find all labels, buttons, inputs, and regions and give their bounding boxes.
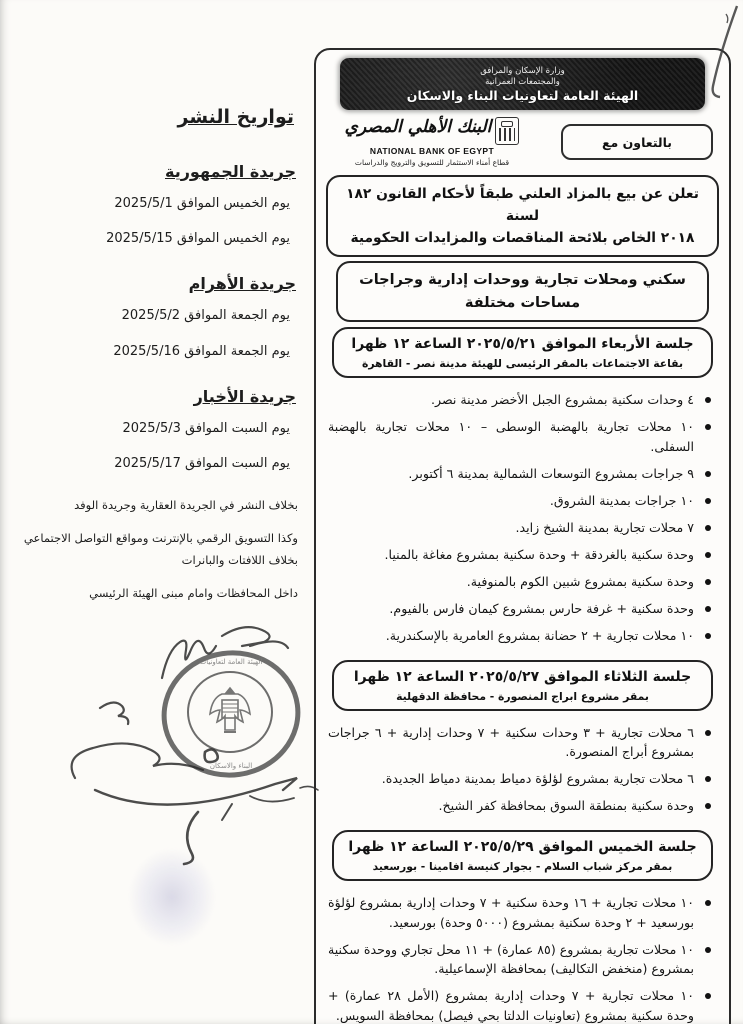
list-item: وحدة سكنية بمشروع شبين الكوم بالمنوفية.	[328, 572, 711, 592]
session-1-items	[326, 383, 719, 655]
list-item: ١٠ محلات تجارية + ١٦ وحدة سكنية + ٧ وحدات إدارية بمشروع لؤلؤة بورسعيد + ٢ وحدة سكنية بمشروع (٥٠٠٠ وحدة) بورسعيد.	[328, 893, 711, 932]
list-item: ٤ وحدات سكنية بمشروع الجبل الأخضر مدينة نصر.	[328, 390, 711, 410]
newspaper-name: جريدة الأخبار	[193, 386, 296, 406]
official-stamp-icon	[156, 644, 306, 783]
bullet-icon	[705, 947, 711, 953]
note-line: بخلاف النشر في الجريدة العقارية وجريدة الوفد	[74, 498, 298, 513]
list-item: وحدة سكنية + غرفة حارس بمشروع كيمان فارس بالفيوم.	[328, 599, 711, 619]
newspaper-block-akhbar	[22, 387, 300, 473]
list-item: وحدة سكنية بالغردقة + وحدة سكنية بمشروع مغاغة بالمنيا.	[328, 545, 711, 565]
list-item: ١٠ محلات تجارية + ٧ وحدات إدارية بمشروع (الأمل ٢٨ عمارة) + وحدة سكنية بمشروع (تعاونيات الدلتا بحي فيصل) بمحافظة السويس.	[328, 986, 711, 1024]
bullet-icon	[705, 424, 711, 430]
bank-sector-line: قطاع أمناء الاستثمار للتسويق والترويج والدراسات	[354, 158, 510, 167]
announcement-column	[314, 48, 731, 1024]
cooperation-label-box: بالتعاون مع	[561, 124, 713, 160]
bullet-icon	[705, 552, 711, 558]
session-location: بقاعة الاجتماعات بالمقر الرئيسى للهيئة مدينة نصر - القاهرة	[361, 357, 684, 371]
auction-subject-box	[336, 261, 709, 322]
bullet-icon	[705, 803, 711, 809]
bullet-icon	[705, 498, 711, 504]
publication-date: يوم السبت الموافق 2025/5/3	[122, 420, 290, 436]
publication-dates-panel	[22, 106, 300, 616]
newspaper-name: جريدة الجمهورية	[164, 162, 296, 181]
ministry-banner	[340, 58, 705, 110]
bank-name-arabic: البنك الأهلي المصري	[344, 117, 492, 137]
svg-text:البناء والاسكان: البناء والاسكان	[209, 762, 253, 770]
ministry-line: وزارة الإسكان والمرافق	[480, 65, 565, 76]
bullet-icon	[705, 776, 711, 782]
bullet-icon	[705, 730, 711, 736]
list-item: ١٠ جراجات بمدينة الشروق.	[328, 491, 711, 511]
ink-smudge	[128, 848, 216, 946]
session-2-header	[332, 660, 713, 711]
signature-scribbles	[72, 627, 318, 864]
list-item: ٦ محلات تجارية بمشروع لؤلؤة دمياط بمدينة دمياط الجديدة.	[328, 769, 711, 789]
session-3-items	[326, 886, 719, 1024]
publication-notes	[22, 495, 300, 604]
subject-line: مساحات مختلفة	[464, 294, 581, 311]
auction-legal-notice	[326, 175, 719, 257]
list-item: ٩ جراجات بمشروع التوسعات الشمالية بمدينة ٦ أكتوبر.	[328, 464, 711, 484]
national-bank-logo	[328, 117, 536, 167]
session-1-header	[332, 327, 713, 378]
session-title: جلسة الخميس الموافق ٢٠٢٥/٥/٢٩ الساعة ١٢ ظهرا	[348, 839, 697, 856]
ministry-line: والمجتمعات العمرانية	[485, 76, 560, 87]
bank-name-english: NATIONAL BANK OF EGYPT	[369, 146, 495, 156]
bullet-icon	[705, 606, 711, 612]
bullet-icon	[705, 397, 711, 403]
list-item: ٦ محلات تجارية + ٣ وحدات سكنية + ٧ وحدات إدارية + ٦ جراجات بمشروع أبراج المنصورة.	[328, 723, 711, 762]
bullet-icon	[705, 900, 711, 906]
session-location: بمقر مركز شباب السلام - بجوار كنيسة افامينا - بورسعيد	[372, 860, 673, 874]
list-item: وحدة سكنية بمنطقة السوق بمحافظة كفر الشيخ.	[328, 796, 711, 816]
list-item: ٧ محلات تجارية بمدينة الشيخ زايد.	[328, 518, 711, 538]
list-item: ١٠ محلات تجارية + ٢ حضانة بمشروع العامرية بالإسكندرية.	[328, 626, 711, 646]
note-line: داخل المحافظات وامام مبنى الهيئة الرئيسي	[89, 585, 298, 600]
cooperation-row	[326, 110, 719, 171]
publication-date: يوم الخميس الموافق 2025/5/15	[106, 231, 290, 247]
publication-date: يوم السبت الموافق 2025/5/17	[114, 455, 290, 471]
session-location: بمقر مشروع ابراج المنصورة - محافظة الدقهلية	[396, 689, 649, 703]
newspaper-name: جريدة الأهرام	[188, 274, 296, 294]
bank-building-icon	[495, 117, 519, 145]
note-line: وكذا التسويق الرقمي بالإنترنت ومواقع التواصل الاجتماعي بخلاف اللافتات والبانرات	[23, 531, 298, 567]
publication-date: يوم الجمعة الموافق 2025/5/2	[121, 308, 290, 324]
list-item: ١٠ محلات تجارية بالهضبة الوسطى – ١٠ محلات تجارية بالهضبة السفلى.	[328, 417, 711, 456]
authority-name: الهيئة العامة لتعاونيات البناء والاسكان	[406, 87, 639, 103]
bullet-icon	[705, 579, 711, 585]
newspaper-block-ahram	[22, 274, 300, 360]
bullet-icon	[705, 471, 711, 477]
notice-line: ٢٠١٨ الخاص بلائحة المناقصات والمزايدات الحكومية	[350, 230, 695, 247]
session-3-header	[332, 830, 713, 881]
notice-line: تعلن عن بيع بالمزاد العلني طبقاً لأحكام القانون ١٨٢ لسنة	[346, 186, 699, 225]
list-item: ١٠ محلات تجارية بمشروع (٨٥ عمارة) + ١١ محل تجاري ووحدة سكنية بمشروع (منخفض التكاليف) بمحافظة الإسماعيلية.	[328, 940, 711, 979]
bullet-icon	[705, 993, 711, 999]
session-title: جلسة الأربعاء الموافق ٢٠٢٥/٥/٢١ الساعة ١٢ ظهرا	[351, 336, 694, 353]
publication-date: يوم الجمعة الموافق 2025/5/16	[113, 343, 290, 359]
bullet-icon	[705, 633, 711, 639]
bullet-icon	[705, 525, 711, 531]
newspaper-block-gomhuria	[22, 162, 300, 248]
session-title: جلسة الثلاثاء الموافق ٢٠٢٥/٥/٢٧ الساعة ١٢ ظهرا	[353, 668, 692, 685]
subject-line: سكني ومحلات تجارية ووحدات إدارية وجراجات	[359, 272, 686, 289]
publication-dates-title: تواريخ النشر	[177, 106, 294, 128]
session-2-items	[326, 716, 719, 826]
publication-date: يوم الخميس الموافق 2025/5/1	[114, 196, 290, 211]
svg-text:الهيئة العامة لتعاونيات: الهيئة العامة لتعاونيات	[199, 658, 263, 666]
